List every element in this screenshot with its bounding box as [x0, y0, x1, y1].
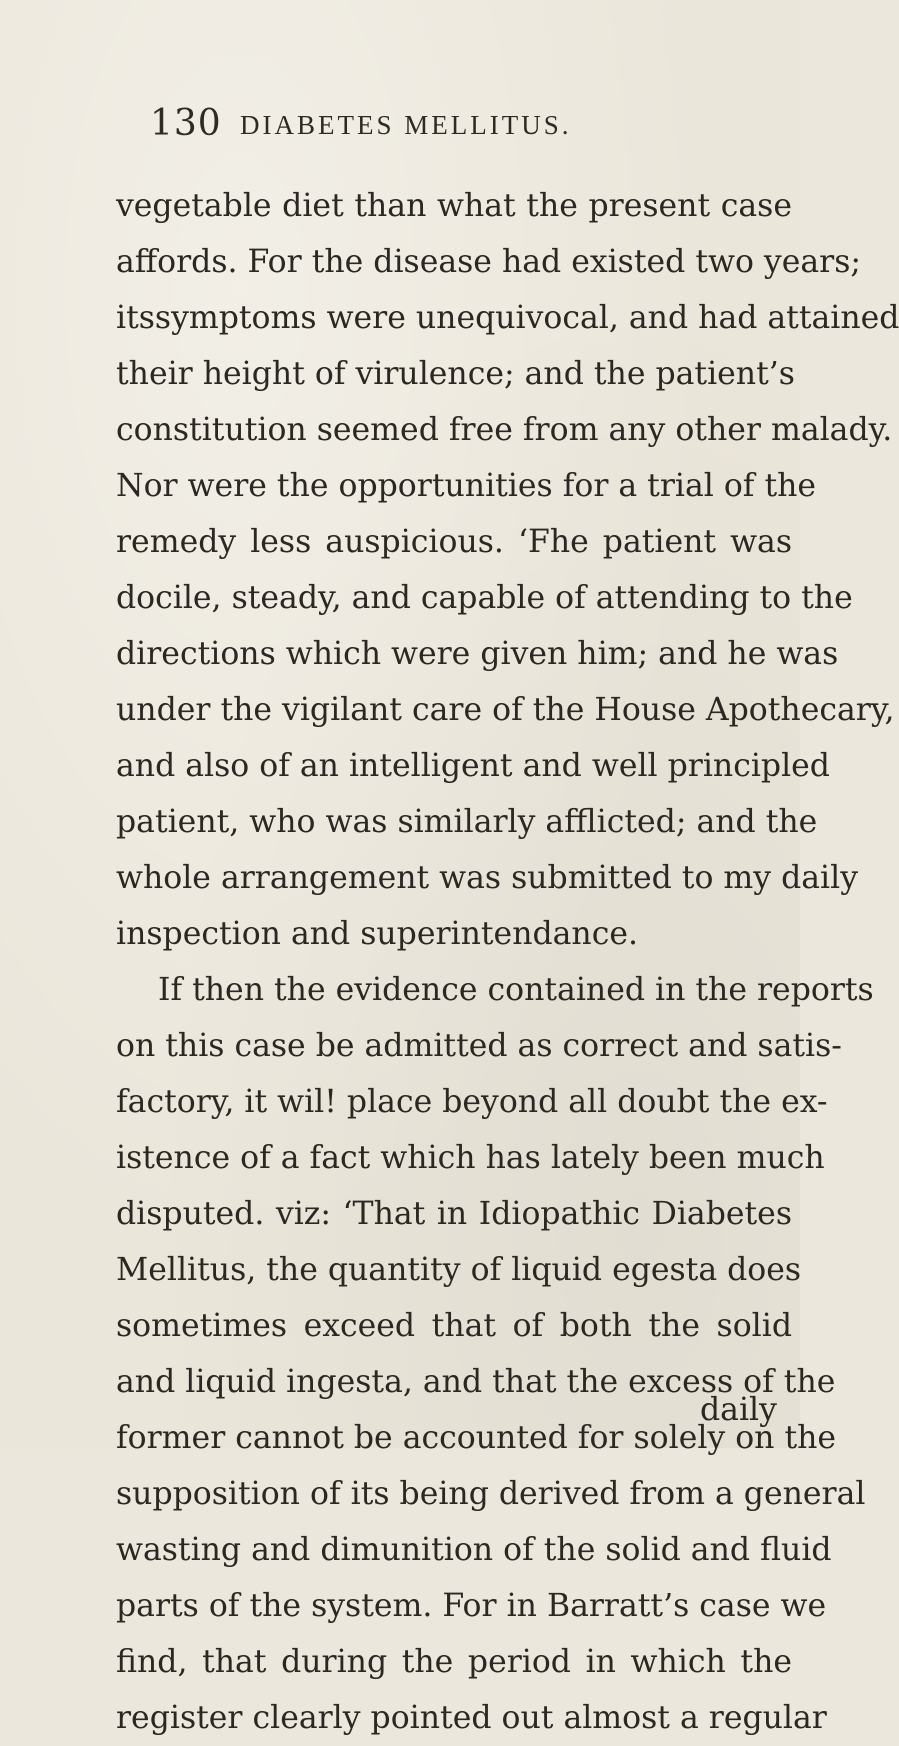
- text-line: former cannot be accounted for solely on the: [116, 1420, 837, 1456]
- text-line: find, that during the period in which the: [116, 1644, 792, 1680]
- text-line: register clearly pointed out almost a regular: [116, 1700, 827, 1736]
- text-line: and also of an intelligent and well principled: [116, 748, 830, 784]
- text-line: under the vigilant care of the House Apothecary,: [116, 692, 895, 728]
- catchword: daily: [700, 1392, 777, 1428]
- text-line: itssymptoms were unequivocal, and had attained: [116, 300, 899, 336]
- text-line: affords. For the disease had existed two years;: [116, 244, 861, 280]
- text-line: docile, steady, and capable of attending to the: [116, 580, 853, 616]
- text-line: parts of the system. For in Barratt’s case we: [116, 1588, 827, 1624]
- text-line: disputed. viz: ‘That in Idiopathic Diabetes: [116, 1196, 792, 1232]
- text-line: their height of virulence; and the patient’s: [116, 356, 795, 392]
- page-header: [150, 104, 770, 144]
- text-line: istence of a fact which has lately been much: [116, 1140, 825, 1176]
- text-line: factory, it wil! place beyond all doubt the ex-: [116, 1084, 828, 1120]
- text-line: directions which were given him; and he was: [116, 636, 839, 672]
- text-line: Nor were the opportunities for a trial of the: [116, 468, 817, 504]
- text-line: supposition of its being derived from a general: [116, 1476, 866, 1512]
- body-text: [116, 178, 899, 1746]
- text-line: constitution seemed free from any other malady.: [116, 412, 893, 448]
- text-line: inspection and superintendance.: [116, 916, 639, 952]
- page-number: 130: [150, 103, 222, 144]
- text-line: and liquid ingesta, and that the excess of the: [116, 1364, 836, 1400]
- text-line: whole arrangement was submitted to my daily: [116, 860, 859, 896]
- text-line: Mellitus, the quantity of liquid egesta does: [116, 1252, 802, 1288]
- text-line: on this case be admitted as correct and satis-: [116, 1028, 842, 1064]
- text-line: remedy less auspicious. ‘Fhe patient was: [116, 524, 792, 560]
- text-line: wasting and dimunition of the solid and fluid: [116, 1532, 832, 1568]
- text-line-paragraph-start: If then the evidence contained in the reports: [158, 972, 874, 1008]
- text-line: vegetable diet than what the present case: [116, 188, 792, 224]
- running-head: DIABETES MELLITUS.: [240, 110, 572, 140]
- text-line: patient, who was similarly afflicted; and the: [116, 804, 818, 840]
- text-line: sometimes exceed that of both the solid: [116, 1308, 792, 1344]
